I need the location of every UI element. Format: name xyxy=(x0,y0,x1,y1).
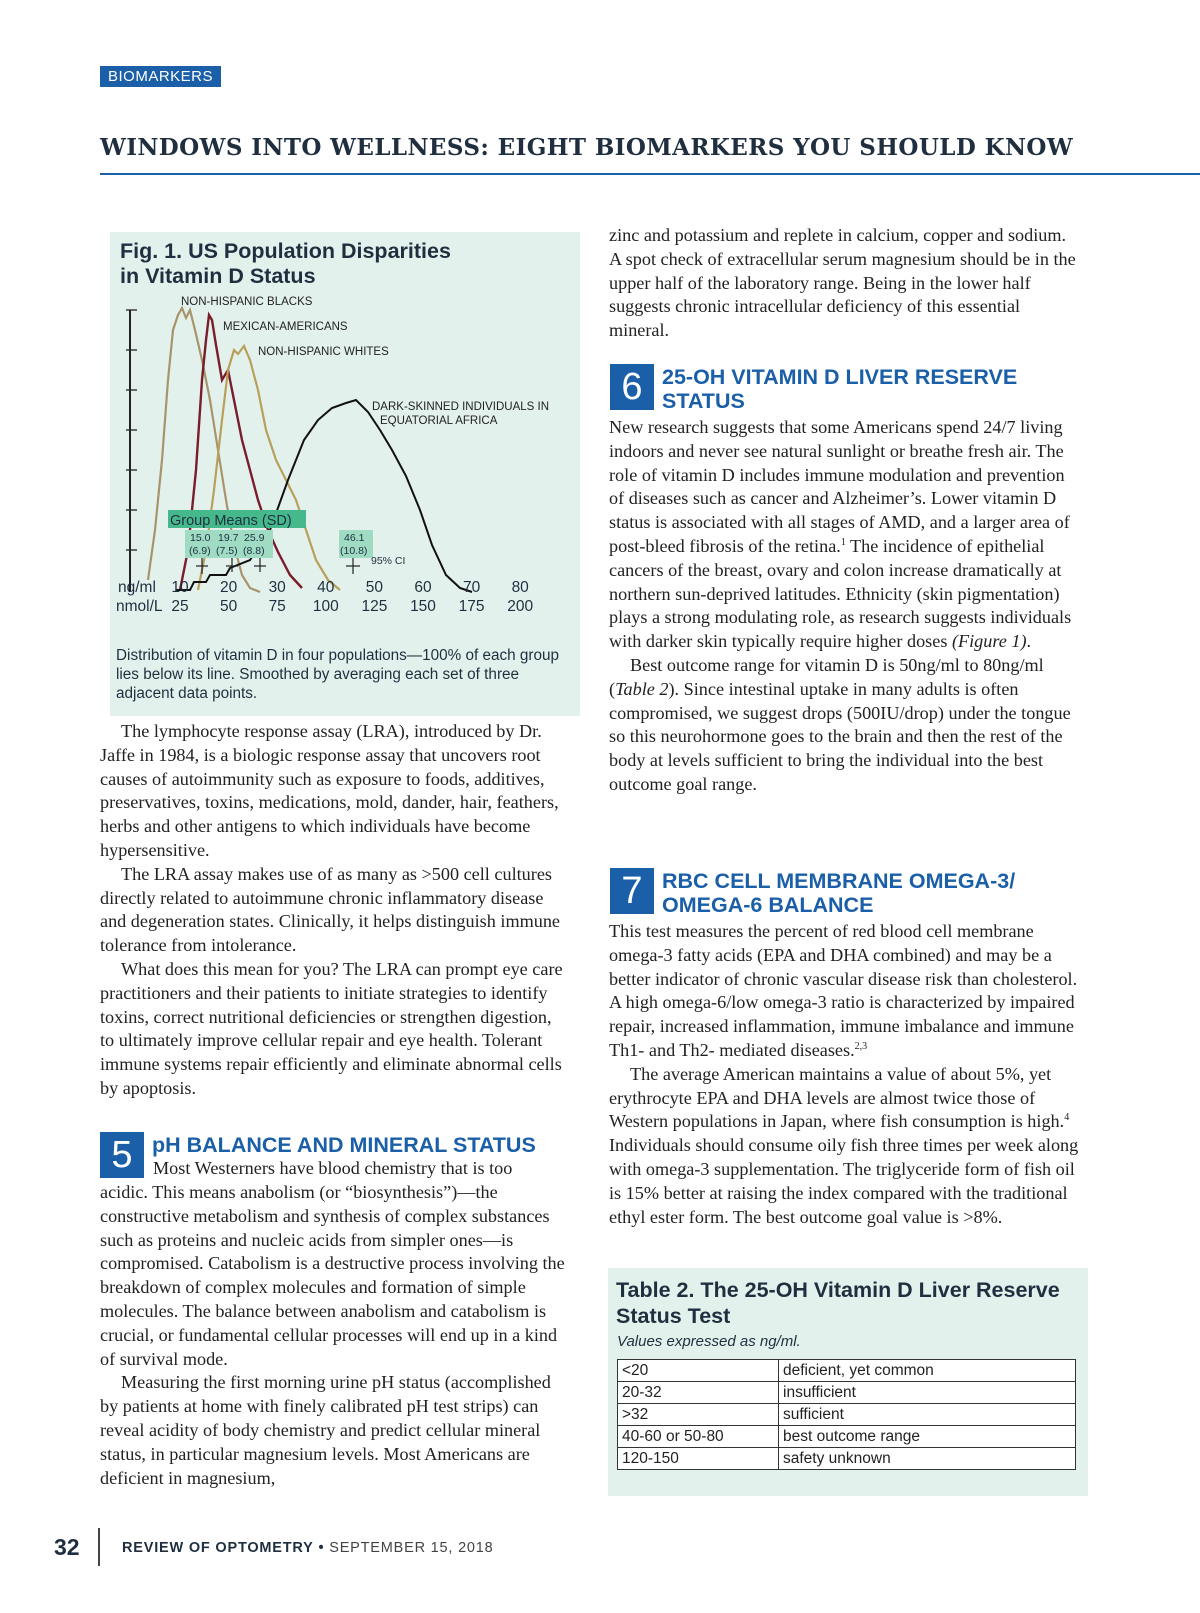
sd-mexican: (7.5) xyxy=(216,545,238,557)
figure-1-title: Fig. 1. US Population Disparities in Vitamin D Status xyxy=(120,239,451,288)
table-cell-level: <20 xyxy=(618,1360,779,1382)
section-6-number: 6 xyxy=(610,364,654,410)
sd-africa: (10.8) xyxy=(340,545,368,557)
table-cell-level: >32 xyxy=(618,1404,779,1426)
table-2-title: Table 2. The 25-OH Vitamin D Liver Reserve Status Test xyxy=(616,1278,1060,1328)
sd-blacks: (6.9) xyxy=(189,545,211,557)
left-column xyxy=(100,720,568,1101)
mean-blacks: 15.0 xyxy=(190,532,211,544)
section-6-body xyxy=(609,416,1081,797)
section-5-paragraph-2: Measuring the first morning urine pH status (accomplished by patients at home with finely calibrated pH test strips) can reveal acidity of body chemistry and predict cellular mineral status, in particular magnesium levels. Most Americans are deficient in magnesium, xyxy=(100,1372,551,1488)
nmol-tick-label: 25 xyxy=(171,598,189,615)
ci-label: 95% CI xyxy=(371,555,406,567)
ngml-tick-label: 70 xyxy=(462,579,481,596)
y-axis-ticks xyxy=(126,310,137,550)
nmol-tick-label: 175 xyxy=(458,598,485,615)
publication-date: SEPTEMBER 15, 2018 xyxy=(329,1540,494,1556)
section-5-body xyxy=(100,1181,568,1490)
table-2-subtitle: Values expressed as ng/ml. xyxy=(617,1333,801,1350)
section-7-number: 7 xyxy=(610,868,654,914)
ngml-tick-label: 30 xyxy=(268,579,286,596)
footer-bullet: • xyxy=(318,1540,325,1556)
header-rule xyxy=(100,173,1200,175)
vitamin-d-table xyxy=(617,1359,1076,1470)
figure-1-reference: (Figure 1) xyxy=(951,631,1027,652)
nmol-tick-label: 150 xyxy=(410,598,436,615)
table-row xyxy=(618,1382,1076,1404)
nmol-tick-labels xyxy=(171,598,533,615)
vitamin-d-distribution-chart xyxy=(110,290,580,640)
lra-paragraph-1: The lymphocyte response assay (LRA), introduced by Dr. Jaffe in 1984, is a biologic response assay that uncovers root causes of autoimmunity such as exposure to foods, additives, preservatives, toxins, medications, mold, dander, hair, feathers, herbs and other antigens to which individuals have become hypersensitive. xyxy=(100,721,559,860)
section-7-heading: RBC CELL MEMBRANE OMEGA-3/ OMEGA-6 BALANCE xyxy=(662,869,1016,917)
magnesium-paragraph: zinc and potassium and replete in calcium, copper and sodium. A spot check of extracellular serum magnesium should be in the upper half of the laboratory range. Being in the lower half suggests chronic intracellular deficiency of this essential mineral. xyxy=(609,225,1076,341)
table-2-reference: Table 2 xyxy=(615,678,669,699)
label-mexican-americans: MEXICAN-AMERICANS xyxy=(223,321,348,333)
table-row xyxy=(618,1426,1076,1448)
footer-publication-line xyxy=(122,1540,494,1556)
ngml-tick-label: 50 xyxy=(365,579,384,596)
table-cell-level: 120-150 xyxy=(618,1448,779,1470)
section-7-paragraph-2: The average American maintains a value of about 5%, yet erythrocyte EPA and DHA levels are almost twice those of Western populations in Japan, where fish consumption is high.$^4$ Individuals should consume oily fish three times per week along with omega-3 supplementation. The triglyceride form of fish oil is 15% better at raising the index compared with the traditional ethyl ester form. The best outcome goal value is >8%. xyxy=(609,1063,1079,1227)
table-cell-level: 20-32 xyxy=(618,1382,779,1404)
table-cell-status: sufficient xyxy=(779,1404,1076,1426)
footer-divider xyxy=(98,1528,100,1566)
section-5-first-line: Most Westerners have blood chemistry that is too xyxy=(153,1158,513,1178)
section-6-paragraph-2: Best outcome range for vitamin D is 50ng/ml to 80ng/ml (Table 2). Since intestinal uptake in many adults is often compromised, we suggest drops (500IU/drop) under the tongue so this neurohormone goes to the brain and then the rest of the body at levels sufficient to bring the individual into the best outcome goal range. xyxy=(609,654,1071,794)
ngml-tick-label: 40 xyxy=(317,579,335,596)
article-headline: WINDOWS INTO WELLNESS: EIGHT BIOMARKERS YOU SHOULD KNOW xyxy=(100,134,1074,161)
label-equatorial-africa-1: DARK-SKINNED INDIVIDUALS IN xyxy=(372,401,550,413)
ngml-axis-label: ng/ml xyxy=(118,579,156,596)
figure-1-caption: Distribution of vitamin D in four populations—100% of each group lies below its line. Smoothed by averaging each set of three adjacent data points. xyxy=(116,647,560,702)
page-number: 32 xyxy=(54,1534,80,1560)
label-non-hispanic-blacks: NON-HISPANIC BLACKS xyxy=(181,296,313,308)
table-row xyxy=(618,1448,1076,1470)
publication-name: REVIEW OF OPTOMETRY xyxy=(122,1540,314,1556)
section-5-heading: pH BALANCE AND MINERAL STATUS xyxy=(152,1133,536,1157)
nmol-axis-label: nmol/L xyxy=(116,598,163,615)
mean-africa: 46.1 xyxy=(344,532,365,544)
table-cell-status: insufficient xyxy=(779,1382,1076,1404)
section-7-body xyxy=(609,920,1081,1229)
mean-mexican: 19.7 xyxy=(218,532,239,544)
table-row xyxy=(618,1404,1076,1426)
mean-whites: 25.9 xyxy=(244,532,265,544)
ngml-tick-label: 60 xyxy=(414,579,432,596)
section-6-heading: 25-OH VITAMIN D LIVER RESERVE STATUS xyxy=(662,365,1018,413)
table-row xyxy=(618,1360,1076,1382)
table-cell-status: safety unknown xyxy=(779,1448,1076,1470)
table-cell-status: best outcome range xyxy=(779,1426,1076,1448)
ngml-tick-label: 10 xyxy=(171,579,189,596)
ngml-tick-label: 80 xyxy=(511,579,529,596)
nmol-tick-label: 200 xyxy=(507,598,534,615)
section-7-paragraph-1: This test measures the percent of red blood cell membrane omega-3 fatty acids (EPA and DHA combined) and may be a better indicator of chronic vascular disease risk than cholesterol. A high omega-6/low omega-3 ratio is characterized by impaired repair, increased inflammation, immune imbalance and immune Th1- and Th2- mediated diseases.$^{2,3}$ xyxy=(609,921,1078,1060)
nmol-tick-label: 50 xyxy=(219,598,238,615)
section-5-paragraph-1: acidic. This means anabolism (or “biosynthesis”)—the constructive metabolism and synthesis of complex substances such as proteins and nucleic acids from simpler ones—is compromised. Catabolism is a destructive process involving the breakdown of complex molecules and formation of simple molecules. The balance between anabolism and catabolism is crucial, or fundamental cellular processes will end up in a kind of survival mode. xyxy=(100,1182,565,1369)
nmol-tick-label: 75 xyxy=(268,598,286,615)
label-non-hispanic-whites: NON-HISPANIC WHITES xyxy=(258,346,389,358)
section-tag: BIOMARKERS xyxy=(100,66,221,87)
nmol-tick-label: 125 xyxy=(361,598,388,615)
lra-paragraph-2: The LRA assay makes use of as many as >500 cell cultures directly related to autoimmune chronic inflammatory disease and degeneration states. Clinically, it helps distinguish immune tolerance from intolerance. xyxy=(100,863,560,956)
table-cell-status: deficient, yet common xyxy=(779,1360,1076,1382)
ngml-tick-labels xyxy=(171,579,529,596)
table-cell-level: 40-60 or 50-80 xyxy=(618,1426,779,1448)
section-6-paragraph-1: New research suggests that some Americans spend 24/7 living indoors and never see natural sunlight or breathe fresh air. The role of vitamin D includes immune modulation and prevention of diseases such as cancer and Alzheimer’s. Lower vitamin D status is associated with all stages of AMD, and a larger area of post-bleed fibrosis of the retina.$^1$ The incidence of epithelial cancers of the breast, ovary and colon increase dramatically at northern sun-deprived latitudes. Ethnicity (skin pigmentation) plays a strong modulating role, as research suggests individuals with darker skin typically require higher doses (Figure 1). xyxy=(609,417,1072,652)
label-equatorial-africa-2: EQUATORIAL AFRICA xyxy=(380,415,498,427)
group-means-label: Group Means (SD) xyxy=(170,513,292,529)
right-column-top xyxy=(609,224,1081,343)
nmol-tick-label: 100 xyxy=(312,598,339,615)
lra-paragraph-3: What does this mean for you? The LRA can prompt eye care practitioners and their patients to initiate strategies to identify toxins, correct nutritional deficiencies or strengthen digestion, to ultimately improve cellular repair and eye health. Tolerant immune systems repair efficiently and eliminate abnormal cells by apoptosis. xyxy=(100,958,563,1098)
section-5-number: 5 xyxy=(100,1132,144,1178)
ci-whiskers xyxy=(196,558,360,574)
sd-whites: (8.8) xyxy=(243,545,265,557)
ngml-tick-label: 20 xyxy=(219,579,238,596)
